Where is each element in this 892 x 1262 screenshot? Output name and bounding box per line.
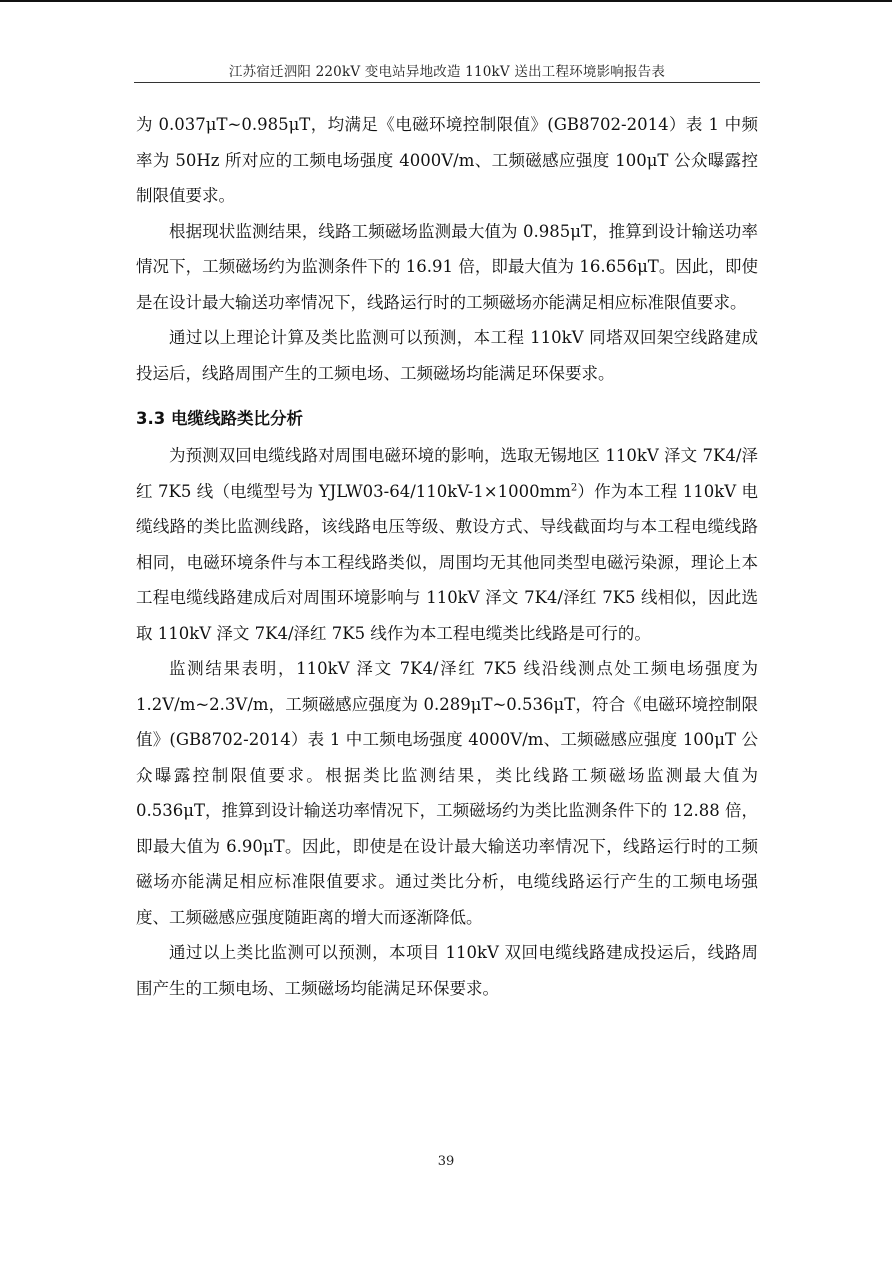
paragraph-monitoring-results: 监测结果表明，110kV 泽文 7K4/泽红 7K5 线沿线测点处工频电场强度为 1.2V/m~2.3V/m，工频磁感应强度为 0.289μT~0.536μT，符合《电磁环境控制限值》(GB8702-2014）表 1 中工频电场强度 4000V/m、工频磁感应强度 100μT 公众曝露控制限值要求。根据类比监测结果，类比线路工频磁场监测最大值为 0.536μT，推算到设计输送功率情况下，工频磁场约为类比监测条件下的 12.88 倍，即最大值为 6.90μT。因此，即使是在设计最大输送功率情况下，线路运行时的工频磁场亦能满足相应标准限值要求。通过类比分析，电缆线路运行产生的工频电场强度、工频磁感应强度随距离的增大而逐渐降低。 [136, 659, 758, 927]
section-heading: 3.3 电缆线路类比分析 [136, 409, 303, 428]
cable-analogy-text-b: ）作为本工程 110kV 电缆线路的类比监测线路，该线路电压等级、敷设方式、导线截面均与本工程电缆线路相同，电磁环境条件与本工程线路类似，周围均无其他同类型电磁污染源，理论上本工程电缆线路建成后对周围环境影响与 110kV 泽文 7K4/泽红 7K5 线相似，因此选取 110kV 泽文 7K4/泽红 7K5 线作为本工程电缆类比线路是可行的。 [136, 481, 758, 643]
paragraph-magnetic-field-estimate: 根据现状监测结果，线路工频磁场监测最大值为 0.985μT，推算到设计输送功率情况下，工频磁场约为监测条件下的 16.91 倍，即最大值为 16.656μT。因此，即使是在设计最大输送功率情况下，线路运行时的工频磁场亦能满足相应标准限值要求。 [136, 221, 758, 312]
header-divider [134, 82, 760, 83]
page-number: 39 [437, 1154, 455, 1169]
superscript-2: 2 [570, 482, 578, 493]
page-body [136, 107, 758, 1006]
paragraph-cable-conclusion: 通过以上类比监测可以预测，本项目 110kV 双回电缆线路建成投运后，线路周围产生的工频电场、工频磁场均能满足环保要求。 [136, 943, 758, 998]
paragraph-overhead-conclusion: 通过以上理论计算及类比监测可以预测，本工程 110kV 同塔双回架空线路建成投运后，线路周围产生的工频电场、工频磁场均能满足环保要求。 [136, 328, 758, 383]
page-header: 江苏宿迁泗阳 220kV 变电站异地改造 110kV 送出工程环境影响报告表 [228, 64, 666, 80]
paragraph-continuation: 为 0.037μT~0.985μT，均满足《电磁环境控制限值》(GB8702-2014）表 1 中频率为 50Hz 所对应的工频电场强度 4000V/m、工频磁感应强度 100μT 公众曝露控制限值要求。 [136, 115, 758, 205]
top-border-line [0, 0, 892, 2]
cable-analogy-text-a: 为预测双回电缆线路对周围电磁环境的影响，选取无锡地区 110kV 泽文 7K4/泽红 7K5 线（电缆型号为 YJLW03-64/110kV-1×1000mm [136, 446, 758, 501]
paragraph-cable-analogy [136, 438, 758, 651]
